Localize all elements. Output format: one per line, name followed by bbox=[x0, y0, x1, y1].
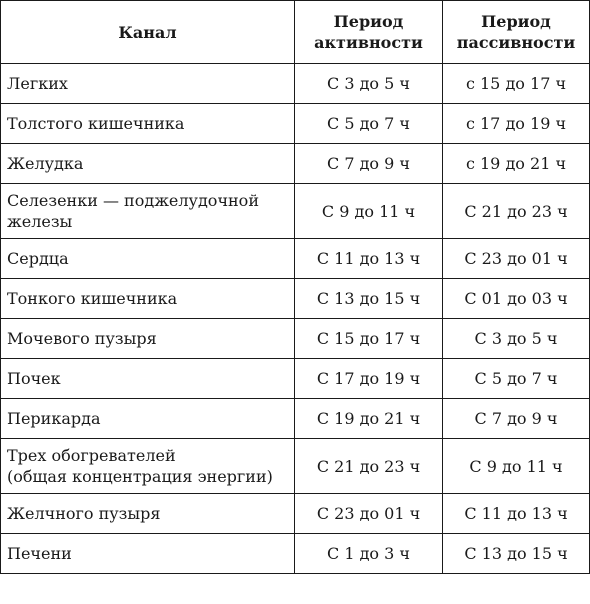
channel-cell: Почек bbox=[1, 359, 295, 399]
active-period-cell: С 7 до 9 ч bbox=[295, 144, 443, 184]
active-period-cell: С 3 до 5 ч bbox=[295, 64, 443, 104]
table-row bbox=[1, 494, 590, 534]
passive-period-cell: С 5 до 7 ч bbox=[443, 359, 590, 399]
table-row bbox=[1, 359, 590, 399]
active-period-cell: С 1 до 3 ч bbox=[295, 534, 443, 574]
header-active-line2: активности bbox=[314, 33, 423, 52]
channel-cell: Перикарда bbox=[1, 399, 295, 439]
passive-period-cell: с 15 до 17 ч bbox=[443, 64, 590, 104]
table-row bbox=[1, 144, 590, 184]
channel-cell: Желудка bbox=[1, 144, 295, 184]
channel-cell: Печени bbox=[1, 534, 295, 574]
active-period-cell: С 15 до 17 ч bbox=[295, 319, 443, 359]
passive-period-cell: с 17 до 19 ч bbox=[443, 104, 590, 144]
passive-period-cell: С 13 до 15 ч bbox=[443, 534, 590, 574]
table-row bbox=[1, 239, 590, 279]
header-active-line1: Период bbox=[333, 12, 404, 31]
active-period-cell: С 23 до 01 ч bbox=[295, 494, 443, 534]
channel-cell: Легких bbox=[1, 64, 295, 104]
header-active-period bbox=[295, 1, 443, 64]
channel-cell: Желчного пузыря bbox=[1, 494, 295, 534]
header-passive-period bbox=[443, 1, 590, 64]
channel-cell: Тонкого кишечника bbox=[1, 279, 295, 319]
table-row bbox=[1, 319, 590, 359]
table-row bbox=[1, 399, 590, 439]
passive-period-cell: С 7 до 9 ч bbox=[443, 399, 590, 439]
passive-period-cell: С 21 до 23 ч bbox=[443, 184, 590, 239]
passive-period-cell: С 9 до 11 ч bbox=[443, 439, 590, 494]
table-row bbox=[1, 279, 590, 319]
table-row bbox=[1, 64, 590, 104]
active-period-cell: С 13 до 15 ч bbox=[295, 279, 443, 319]
channel-cell bbox=[1, 439, 295, 494]
header-channel bbox=[1, 1, 295, 64]
active-period-cell: С 21 до 23 ч bbox=[295, 439, 443, 494]
table-row bbox=[1, 439, 590, 494]
passive-period-cell: С 01 до 03 ч bbox=[443, 279, 590, 319]
channel-cell: Толстого кишечника bbox=[1, 104, 295, 144]
table-row bbox=[1, 534, 590, 574]
active-period-cell: С 5 до 7 ч bbox=[295, 104, 443, 144]
header-passive-line2: пассивности bbox=[456, 33, 576, 52]
channel-line1: Селезенки — поджелудочной bbox=[7, 191, 259, 210]
active-period-cell: С 11 до 13 ч bbox=[295, 239, 443, 279]
header-channel-label: Канал bbox=[118, 22, 177, 42]
table-header-row bbox=[1, 1, 590, 64]
passive-period-cell: С 23 до 01 ч bbox=[443, 239, 590, 279]
channel-cell bbox=[1, 184, 295, 239]
channel-cell: Мочевого пузыря bbox=[1, 319, 295, 359]
table-row bbox=[1, 104, 590, 144]
active-period-cell: С 9 до 11 ч bbox=[295, 184, 443, 239]
table-row bbox=[1, 184, 590, 239]
channel-cell: Сердца bbox=[1, 239, 295, 279]
channel-line2: (общая концентрация энергии) bbox=[7, 467, 273, 486]
active-period-cell: С 17 до 19 ч bbox=[295, 359, 443, 399]
passive-period-cell: С 11 до 13 ч bbox=[443, 494, 590, 534]
header-passive-line1: Период bbox=[481, 12, 551, 31]
active-period-cell: С 19 до 21 ч bbox=[295, 399, 443, 439]
passive-period-cell: С 3 до 5 ч bbox=[443, 319, 590, 359]
channel-line1: Трех обогревателей bbox=[7, 446, 176, 465]
passive-period-cell: с 19 до 21 ч bbox=[443, 144, 590, 184]
channel-line2: железы bbox=[7, 212, 73, 231]
